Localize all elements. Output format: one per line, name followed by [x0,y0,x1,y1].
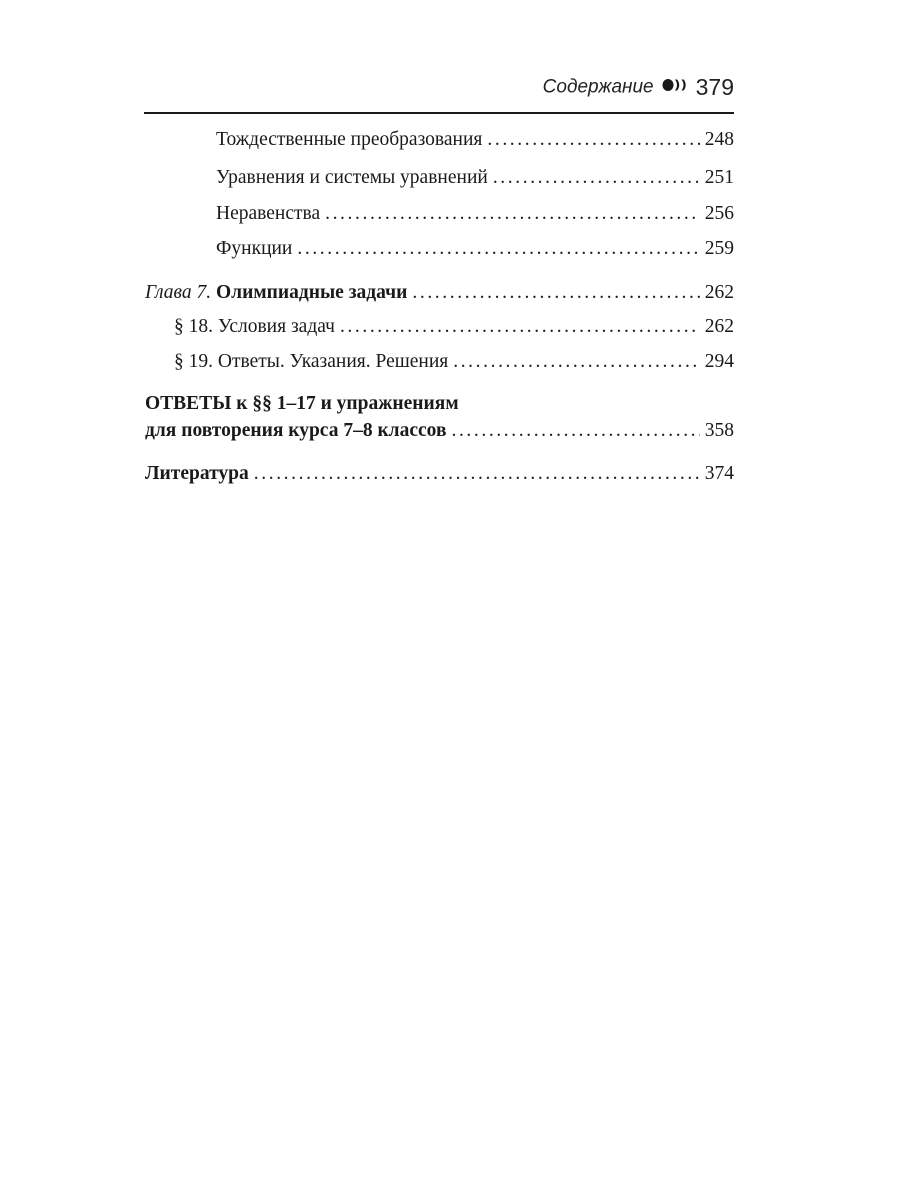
toc-leader-dots [412,280,699,306]
toc-entry [216,201,734,227]
toc-section-title: § 19. Ответы. Указания. Решения [174,351,449,372]
toc-section [174,314,734,340]
toc-section [174,349,734,375]
toc-entry-page: 262 [704,316,734,337]
toc-leader-dots [453,349,700,375]
toc-answers-line1: ОТВЕТЫ к §§ 1–17 и упражнениям [145,393,459,414]
toc-literature [145,461,734,487]
toc-leader-dots [451,418,699,444]
toc-answers [145,418,734,444]
chapter-title: Олимпиадные задачи [216,282,408,303]
toc-entry-page: 256 [704,203,734,224]
toc-entry [216,127,734,153]
toc-answers-line2: для повторения курса 7–8 классов [145,420,447,441]
chapter-heading [145,280,407,306]
toc-section-title: § 18. Условия задач [174,316,335,337]
toc-entry-title: Неравенства [216,203,321,224]
toc-entry-page: 262 [704,282,734,303]
toc-leader-dots [493,165,700,191]
header-rule [144,112,734,114]
header-section-title: Содержание [542,76,654,98]
toc-leader-dots [487,127,699,153]
toc-entry-title: Функции [216,238,293,259]
header-page-number: 379 [695,74,734,100]
ornament-icon [662,78,690,97]
toc-entry-title: Тождественные преобразования [216,129,483,150]
toc-entry [216,165,734,191]
toc-entry-page: 294 [704,351,734,372]
running-header [144,74,734,114]
toc-leader-dots [297,236,699,262]
chapter-prefix: Глава 7. [145,282,212,303]
toc-chapter-7 [145,280,734,306]
toc-entry-title: Уравнения и системы уравнений [216,167,488,188]
toc-entry-page: 259 [704,238,734,259]
toc-entry-page: 374 [704,463,734,484]
toc-leader-dots [325,201,700,227]
toc-leader-dots [254,461,700,487]
toc-entry-page: 358 [704,420,734,441]
toc-entry [216,236,734,262]
toc-leader-dots [340,314,700,340]
toc-literature-title: Литература [145,463,249,484]
toc-entry-page: 251 [704,167,734,188]
toc-entry-page: 248 [704,129,734,150]
